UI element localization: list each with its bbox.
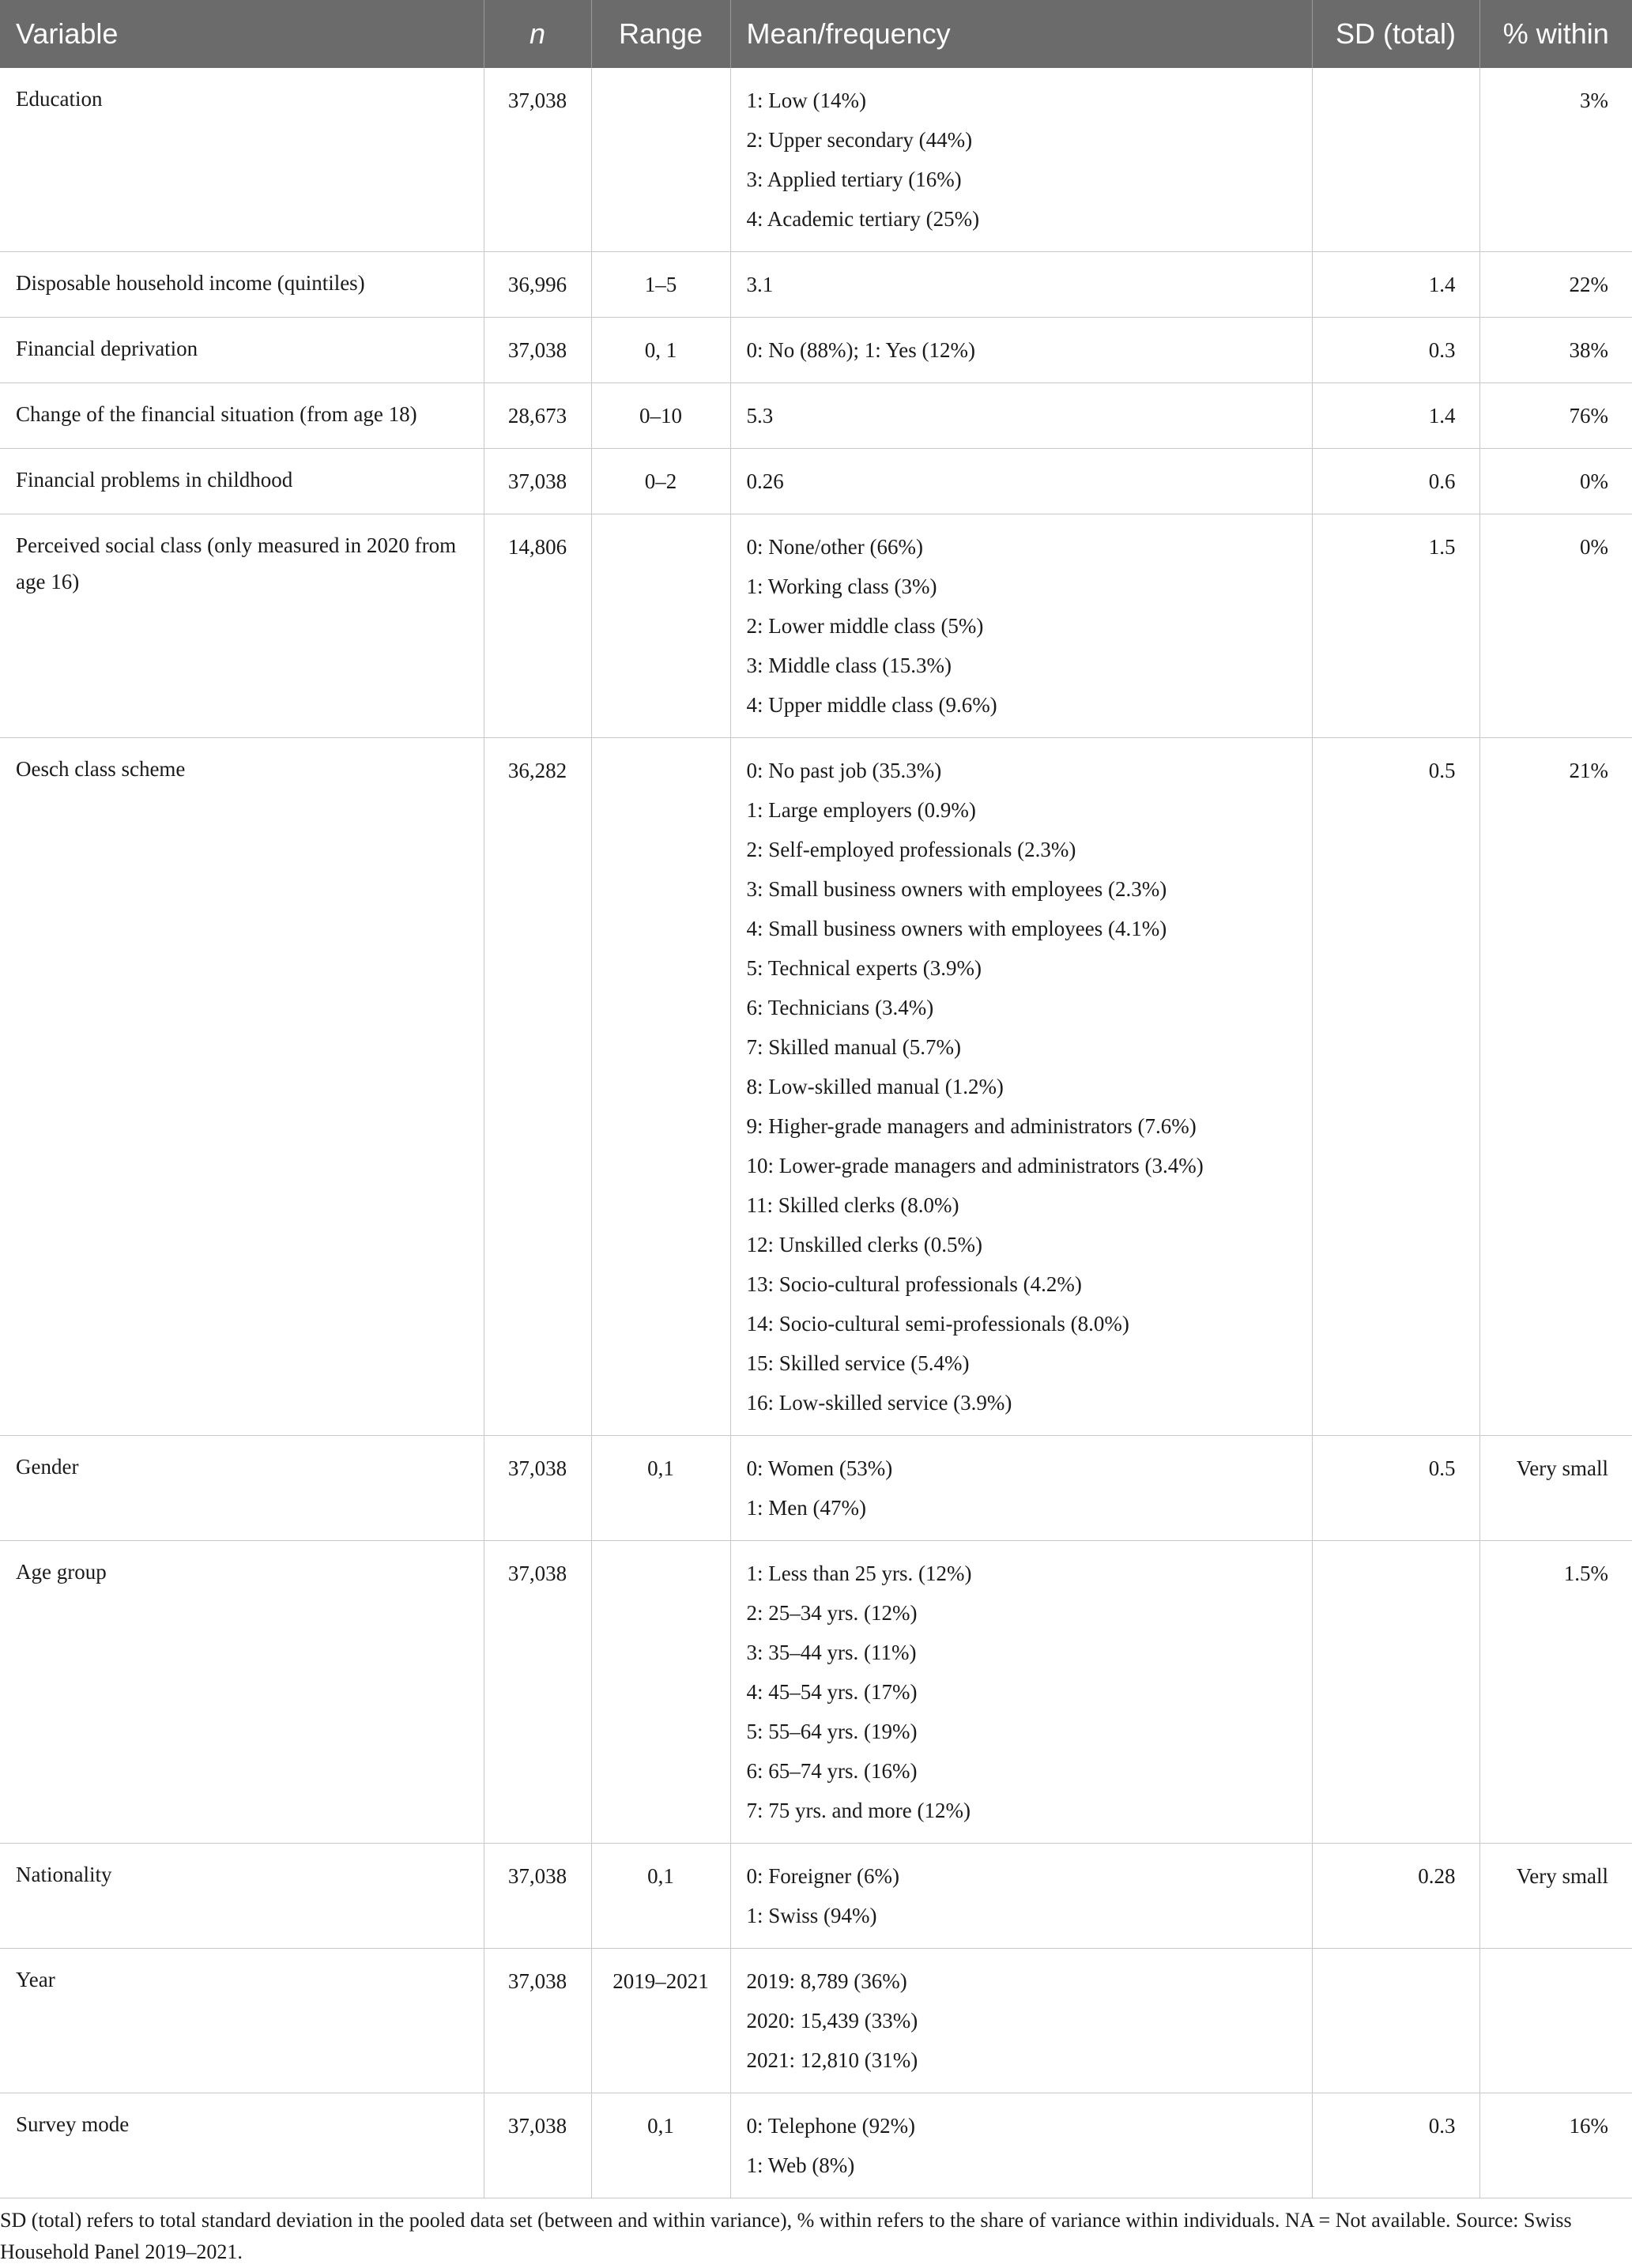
cell-percent-within: 0% [1479,514,1632,738]
cell-variable: Survey mode [0,2093,484,2198]
mean-frequency-line: 4: Small business owners with employees (4.1%) [746,917,1167,940]
cell-variable: Change of the financial situation (from age 18) [0,383,484,449]
header-variable: Variable [0,0,484,68]
cell-mean-frequency [730,1436,1312,1541]
mean-frequency-line: 5.3 [746,404,774,428]
cell-sd-total [1312,1541,1479,1844]
table-row [0,1844,1632,1949]
cell-n: 37,038 [484,68,591,252]
mean-frequency-line: 1: Working class (3%) [746,575,937,598]
table-row [0,1541,1632,1844]
cell-variable: Gender [0,1436,484,1541]
cell-percent-within: Very small [1479,1436,1632,1541]
cell-range: 0–10 [591,383,730,449]
mean-frequency-line: 4: Academic tertiary (25%) [746,207,980,231]
mean-frequency-line: 0: Foreigner (6%) [746,1864,899,1888]
cell-mean-frequency [730,2093,1312,2198]
table-row [0,68,1632,252]
cell-variable: Perceived social class (only measured in 2020 from age 16) [0,514,484,738]
cell-n: 37,038 [484,1844,591,1949]
cell-range [591,1541,730,1844]
mean-frequency-line: 7: Skilled manual (5.7%) [746,1035,961,1059]
cell-percent-within: 16% [1479,2093,1632,2198]
cell-range: 0, 1 [591,318,730,383]
mean-frequency-line: 1: Large employers (0.9%) [746,798,976,822]
cell-sd-total: 0.6 [1312,449,1479,514]
mean-frequency-line: 3: Small business owners with employees (2.3%) [746,877,1167,901]
cell-range: 1–5 [591,252,730,318]
table-body [0,68,1632,2198]
cell-variable: Disposable household income (quintiles) [0,252,484,318]
cell-mean-frequency [730,1844,1312,1949]
mean-frequency-line: 2020: 15,439 (33%) [746,2009,918,2033]
cell-sd-total: 1.5 [1312,514,1479,738]
cell-n: 28,673 [484,383,591,449]
cell-sd-total: 0.5 [1312,738,1479,1436]
cell-n: 36,282 [484,738,591,1436]
mean-frequency-line: 10: Lower-grade managers and administrators (3.4%) [746,1154,1204,1177]
cell-sd-total: 0.28 [1312,1844,1479,1949]
cell-range [591,514,730,738]
cell-percent-within: 1.5% [1479,1541,1632,1844]
cell-percent-within: 76% [1479,383,1632,449]
cell-variable: Oesch class scheme [0,738,484,1436]
table-row [0,514,1632,738]
cell-sd-total: 1.4 [1312,252,1479,318]
cell-n: 37,038 [484,318,591,383]
cell-variable: Year [0,1949,484,2093]
cell-mean-frequency [730,1949,1312,2093]
cell-n: 37,038 [484,1436,591,1541]
mean-frequency-line: 13: Socio-cultural professionals (4.2%) [746,1272,1082,1296]
mean-frequency-line: 16: Low-skilled service (3.9%) [746,1391,1012,1415]
mean-frequency-line: 0: None/other (66%) [746,535,923,559]
mean-frequency-line: 6: 65–74 yrs. (16%) [746,1759,918,1783]
cell-percent-within [1479,1949,1632,2093]
table-row [0,449,1632,514]
mean-frequency-line: 0: No (88%); 1: Yes (12%) [746,338,975,362]
cell-n: 37,038 [484,449,591,514]
mean-frequency-line: 1: Less than 25 yrs. (12%) [746,1562,972,1585]
cell-sd-total [1312,68,1479,252]
mean-frequency-line: 2: Lower middle class (5%) [746,614,984,638]
header-mean-frequency: Mean/frequency [730,0,1312,68]
cell-n: 37,038 [484,1541,591,1844]
mean-frequency-line: 0: Women (53%) [746,1456,893,1480]
cell-percent-within: Very small [1479,1844,1632,1949]
mean-frequency-line: 1: Low (14%) [746,89,866,112]
cell-sd-total: 0.5 [1312,1436,1479,1541]
mean-frequency-line: 0: Telephone (92%) [746,2114,916,2138]
mean-frequency-line: 2019: 8,789 (36%) [746,1969,907,1993]
cell-percent-within: 21% [1479,738,1632,1436]
cell-percent-within: 3% [1479,68,1632,252]
mean-frequency-line: 1: Men (47%) [746,1496,866,1520]
cell-mean-frequency [730,449,1312,514]
cell-sd-total [1312,1949,1479,2093]
table-row [0,1436,1632,1541]
header-n: n [484,0,591,68]
cell-n: 14,806 [484,514,591,738]
cell-mean-frequency [730,738,1312,1436]
cell-mean-frequency [730,514,1312,738]
cell-sd-total: 1.4 [1312,383,1479,449]
mean-frequency-line: 2: Upper secondary (44%) [746,128,973,152]
mean-frequency-line: 2: 25–34 yrs. (12%) [746,1601,918,1625]
cell-n: 37,038 [484,1949,591,2093]
mean-frequency-line: 5: 55–64 yrs. (19%) [746,1720,918,1743]
cell-percent-within: 0% [1479,449,1632,514]
cell-variable: Education [0,68,484,252]
cell-n: 37,038 [484,2093,591,2198]
mean-frequency-line: 0: No past job (35.3%) [746,759,942,782]
cell-range: 2019–2021 [591,1949,730,2093]
mean-frequency-line: 15: Skilled service (5.4%) [746,1351,970,1375]
cell-range [591,738,730,1436]
cell-variable: Nationality [0,1844,484,1949]
mean-frequency-line: 3.1 [746,273,774,296]
mean-frequency-line: 1: Web (8%) [746,2153,855,2177]
table-row [0,252,1632,318]
mean-frequency-line: 2: Self-employed professionals (2.3%) [746,838,1076,861]
mean-frequency-line: 6: Technicians (3.4%) [746,996,934,1019]
header-sd-total: SD (total) [1312,0,1479,68]
table-row [0,318,1632,383]
cell-percent-within: 38% [1479,318,1632,383]
table-row [0,738,1632,1436]
mean-frequency-line: 5: Technical experts (3.9%) [746,956,982,980]
cell-mean-frequency [730,1541,1312,1844]
table-row [0,2093,1632,2198]
table-row [0,383,1632,449]
mean-frequency-line: 4: 45–54 yrs. (17%) [746,1680,918,1704]
mean-frequency-line: 4: Upper middle class (9.6%) [746,693,997,717]
mean-frequency-line: 8: Low-skilled manual (1.2%) [746,1075,1004,1098]
mean-frequency-line: 12: Unskilled clerks (0.5%) [746,1233,982,1256]
table-row [0,1949,1632,2093]
cell-variable: Financial deprivation [0,318,484,383]
mean-frequency-line: 2021: 12,810 (31%) [746,2048,918,2072]
mean-frequency-line: 3: Applied tertiary (16%) [746,168,962,191]
cell-mean-frequency [730,252,1312,318]
cell-sd-total: 0.3 [1312,2093,1479,2198]
cell-mean-frequency [730,383,1312,449]
table-header [0,0,1632,68]
mean-frequency-line: 3: 35–44 yrs. (11%) [746,1641,917,1664]
cell-variable: Financial problems in childhood [0,449,484,514]
cell-n: 36,996 [484,252,591,318]
table-footnote: SD (total) refers to total standard deviation in the pooled data set (between and within variance), % within refers to the share of variance within individuals. NA = Not available. Source: Swiss Household Panel 2019–2021. [0,2209,1572,2263]
cell-range: 0,1 [591,2093,730,2198]
header-range: Range [591,0,730,68]
mean-frequency-line: 3: Middle class (15.3%) [746,654,952,677]
mean-frequency-line: 9: Higher-grade managers and administrators (7.6%) [746,1114,1197,1138]
mean-frequency-line: 14: Socio-cultural semi-professionals (8.0%) [746,1312,1129,1336]
mean-frequency-line: 11: Skilled clerks (8.0%) [746,1193,959,1217]
cell-range: 0,1 [591,1844,730,1949]
mean-frequency-line: 1: Swiss (94%) [746,1904,877,1927]
mean-frequency-line: 7: 75 yrs. and more (12%) [746,1799,971,1822]
cell-mean-frequency [730,318,1312,383]
mean-frequency-line: 0.26 [746,469,784,493]
cell-percent-within: 22% [1479,252,1632,318]
cell-sd-total: 0.3 [1312,318,1479,383]
cell-range [591,68,730,252]
cell-mean-frequency [730,68,1312,252]
header-percent-within: % within [1479,0,1632,68]
cell-variable: Age group [0,1541,484,1844]
cell-range: 0,1 [591,1436,730,1541]
cell-range: 0–2 [591,449,730,514]
